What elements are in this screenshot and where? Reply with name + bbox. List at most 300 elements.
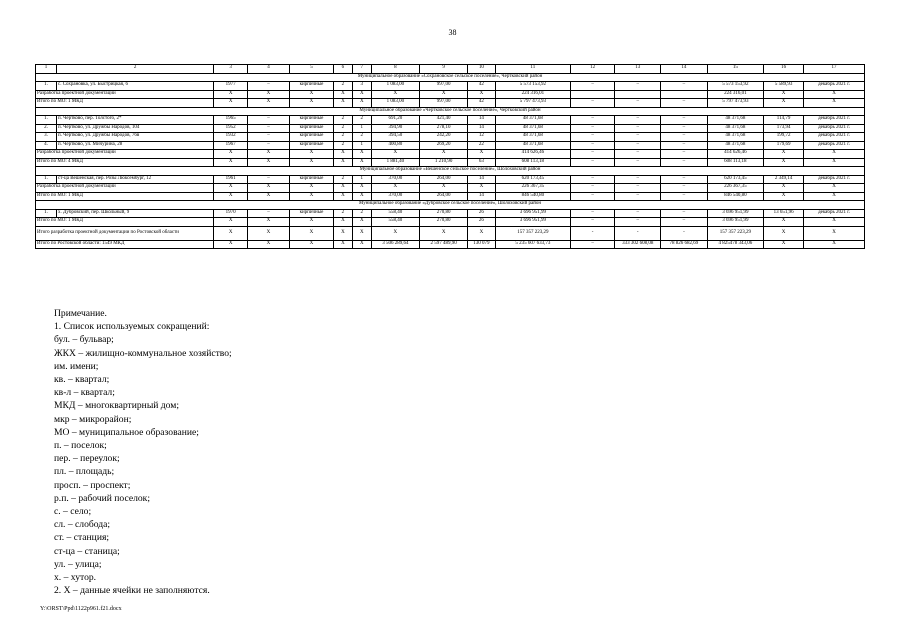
table-cell: – xyxy=(571,209,615,218)
abbreviation-note-line: сл. – слобода; xyxy=(54,519,111,531)
table-cell: 13 651,96 xyxy=(764,209,804,218)
summary-row xyxy=(36,150,865,159)
building-row xyxy=(36,133,865,142)
table-cell xyxy=(571,90,615,99)
table-cell: X xyxy=(333,226,352,240)
program-table-container xyxy=(35,64,865,249)
abbreviation-note-line: просп. – проспект; xyxy=(54,479,131,491)
abbreviation-note-line: 1. Список используемых сокращений: xyxy=(54,321,210,333)
table-cell: 394,50 xyxy=(371,133,419,142)
table-cell: 1. xyxy=(36,116,57,125)
table-cell: X xyxy=(214,158,248,167)
municipality-section-row xyxy=(36,201,865,210)
table-cell: X xyxy=(804,218,865,227)
table-cell: – xyxy=(247,133,289,142)
table-cell: X xyxy=(289,158,333,167)
column-number-cell: 7 xyxy=(352,65,371,74)
summary-row xyxy=(36,90,865,99)
municipality-section-title: Муниципальное образование «Вешенское сельское поселение», Шолоховский район xyxy=(36,167,865,176)
column-number-cell: 1 xyxy=(36,65,57,74)
table-cell: – xyxy=(615,133,661,142)
summary-label-cell: Итого разработка проектной документации по Ростовской области xyxy=(36,226,214,240)
table-cell: 3 696 951,99 xyxy=(707,209,764,218)
table-cell: – xyxy=(247,209,289,218)
table-cell: - xyxy=(615,226,661,240)
table-cell: 264,00 xyxy=(420,175,468,184)
building-address-cell: п. Чертково, ул. Дружбы Народов, 104 xyxy=(56,124,213,133)
abbreviation-note-line: ЖКХ – жилищно-коммунальное хозяйство; xyxy=(54,347,232,359)
table-cell: X xyxy=(420,90,468,99)
table-cell: 48 371,68 xyxy=(495,124,571,133)
table-cell xyxy=(615,90,661,99)
table-cell: X xyxy=(333,99,352,108)
table-cell: 14 xyxy=(468,124,495,133)
summary-label-cell: Разработка проектной документации xyxy=(36,90,214,99)
abbreviation-note-line: пл. – площадь; xyxy=(54,466,115,478)
program-table xyxy=(35,64,865,249)
table-cell: – xyxy=(571,184,615,193)
table-cell: X xyxy=(247,150,289,159)
building-address-cell: п. Чертково, пер. Толстого, 2* xyxy=(56,116,213,125)
table-cell: декабрь 2021 г. xyxy=(804,116,865,125)
column-number-cell: 2 xyxy=(56,65,213,74)
table-cell: – xyxy=(571,175,615,184)
table-cell: декабрь 2021 г. xyxy=(804,124,865,133)
table-cell: 2 xyxy=(333,116,352,125)
table-cell: 3. xyxy=(36,133,57,142)
column-number-cell: 4 xyxy=(247,65,289,74)
table-cell: 5 573 153,92 xyxy=(707,82,764,91)
table-cell: X xyxy=(289,184,333,193)
table-cell: – xyxy=(661,158,707,167)
table-cell: X xyxy=(333,184,352,193)
table-cell: 1952 xyxy=(214,124,248,133)
table-cell: 5 797 473,93 xyxy=(495,99,571,108)
table-cell: X xyxy=(214,218,248,227)
table-cell: – xyxy=(661,209,707,218)
table-cell: 1 xyxy=(352,175,371,184)
table-cell: 1 083,00 xyxy=(371,82,419,91)
table-cell: 558,40 xyxy=(371,209,419,218)
table-cell: X xyxy=(764,158,804,167)
table-cell: 42 xyxy=(468,82,495,91)
table-cell: 1967 xyxy=(214,141,248,150)
table-cell: 3 696 951,99 xyxy=(495,209,571,218)
table-cell: 2 349,14 xyxy=(764,175,804,184)
table-cell: 1970 xyxy=(214,209,248,218)
table-cell: X xyxy=(289,218,333,227)
abbreviation-note-line: мкр – микрорайон; xyxy=(54,413,132,425)
building-row xyxy=(36,141,865,150)
column-number-cell: 9 xyxy=(420,65,468,74)
building-row xyxy=(36,116,865,125)
column-number-cell: 13 xyxy=(615,65,661,74)
building-address-cell: п. Чертково, ул. Дружбы Народов, 76в xyxy=(56,133,213,142)
table-cell: X xyxy=(214,150,248,159)
building-address-cell: ст-ца Вешенская, пер. Розы Люксембург, 12 xyxy=(56,175,213,184)
column-number-cell: 8 xyxy=(371,65,419,74)
table-cell: X xyxy=(247,192,289,201)
table-cell: 400,80 xyxy=(371,141,419,150)
table-column-number-row xyxy=(36,65,865,74)
table-cell: – xyxy=(661,184,707,193)
table-cell: декабрь 2021 г. xyxy=(804,209,865,218)
table-cell: 1961 xyxy=(214,175,248,184)
table-cell: – xyxy=(571,116,615,125)
summary-row xyxy=(36,99,865,108)
table-cell: X xyxy=(764,184,804,193)
table-cell: – xyxy=(615,124,661,133)
table-cell: – xyxy=(661,124,707,133)
table-cell: 5 797 473,93 xyxy=(707,99,764,108)
building-address-cell: с. Сохрановка, ул. Быстрицкая, 6 xyxy=(56,82,213,91)
table-cell: кирпичные xyxy=(289,209,333,218)
table-cell: X xyxy=(247,240,289,249)
abbreviation-note-line: бул. – бульвар; xyxy=(54,334,114,346)
table-cell: 997,00 xyxy=(420,99,468,108)
table-cell: 1. xyxy=(36,209,57,218)
notes-section xyxy=(54,307,232,597)
table-cell: – xyxy=(571,218,615,227)
table-cell: X xyxy=(289,90,333,99)
table-cell: X xyxy=(352,150,371,159)
building-address-cell: п. Чертково, ул. Мичурина, 28 xyxy=(56,141,213,150)
table-cell: 370,00 xyxy=(371,192,419,201)
table-cell: 620 173,45 xyxy=(707,175,764,184)
table-cell: X xyxy=(352,90,371,99)
abbreviation-note-line: пер. – переулок; xyxy=(54,453,120,465)
table-cell: 14 xyxy=(468,175,495,184)
table-cell: X xyxy=(420,150,468,159)
table-cell: 2 xyxy=(333,209,352,218)
table-cell: X xyxy=(468,150,495,159)
summary-row xyxy=(36,240,865,249)
table-cell: 2. xyxy=(36,124,57,133)
notes-title: Примечание. xyxy=(54,308,107,319)
table-cell: – xyxy=(615,99,661,108)
table-cell: X xyxy=(468,90,495,99)
table-cell: X xyxy=(333,192,352,201)
table-cell: – xyxy=(661,175,707,184)
table-cell: 179,69 xyxy=(764,141,804,150)
abbreviation-note-line: им. имени; xyxy=(54,360,99,372)
table-cell: 846 540,80 xyxy=(495,192,571,201)
table-cell: 414 626,46 xyxy=(495,150,571,159)
table-cell: X xyxy=(804,158,865,167)
table-body xyxy=(36,65,865,249)
abbreviation-note-line: МКД – многоквартирный дом; xyxy=(54,400,180,412)
table-cell: 2 xyxy=(333,124,352,133)
column-number-cell: 14 xyxy=(661,65,707,74)
table-cell: 14 xyxy=(468,116,495,125)
table-cell: – xyxy=(615,184,661,193)
table-cell: – xyxy=(615,192,661,201)
table-cell: 3 696 951,99 xyxy=(495,218,571,227)
table-cell: X xyxy=(289,150,333,159)
table-cell: X xyxy=(371,90,419,99)
summary-label-cell: Итого по МО: 1 МКД xyxy=(36,218,214,227)
table-cell: – xyxy=(661,82,707,91)
abbreviation-note-line: п. – поселок; xyxy=(54,440,107,452)
table-cell: X xyxy=(247,158,289,167)
table-cell: 4. xyxy=(36,141,57,150)
abbreviation-note-line: ст-ца – станица; xyxy=(54,545,120,557)
table-cell: 3 506 289,64 xyxy=(371,240,419,249)
table-cell: 270,80 xyxy=(420,209,468,218)
column-number-cell: 6 xyxy=(333,65,352,74)
table-cell: X xyxy=(352,226,371,240)
table-cell: 48 371,68 xyxy=(495,133,571,142)
table-cell: декабрь 2021 г. xyxy=(804,82,865,91)
table-cell: – xyxy=(247,175,289,184)
table-cell: X xyxy=(804,150,865,159)
table-cell: X xyxy=(289,99,333,108)
table-cell: 4 825478 343,06 xyxy=(707,240,764,249)
table-cell: X xyxy=(333,218,352,227)
table-cell: 370,00 xyxy=(371,175,419,184)
abbreviation-note-line: кв-л – квартал; xyxy=(54,387,115,399)
footer-file-path: Y:\ORST\Ppd\1122p961.f21.docx xyxy=(40,606,122,612)
table-cell: 22 xyxy=(468,141,495,150)
table-cell: – xyxy=(247,82,289,91)
table-cell: 26 xyxy=(468,209,495,218)
table-cell: – xyxy=(571,150,615,159)
table-cell: – xyxy=(571,82,615,91)
table-cell: – xyxy=(615,141,661,150)
summary-label-cell: Итого по Ростовской области: 1549 МКД xyxy=(36,240,214,249)
abbreviation-note-line: кв. – квартал; xyxy=(54,374,110,386)
table-cell: X xyxy=(804,184,865,193)
table-cell: - xyxy=(571,226,615,240)
table-cell: 199,72 xyxy=(764,133,804,142)
abbreviation-note-line: х. – хутор. xyxy=(54,572,97,584)
table-cell: – xyxy=(571,240,615,249)
table-cell: X xyxy=(352,192,371,201)
table-cell: – xyxy=(571,124,615,133)
table-cell: X xyxy=(352,240,371,249)
summary-label-cell: Итого по МО: 1 МКД xyxy=(36,99,214,108)
table-cell: 2 xyxy=(352,133,371,142)
table-cell: – xyxy=(615,150,661,159)
table-cell: X xyxy=(764,90,804,99)
table-cell: 2 597 489,90 xyxy=(420,240,468,249)
table-cell: X xyxy=(333,240,352,249)
table-cell: 846 540,80 xyxy=(707,192,764,201)
table-cell: - xyxy=(661,226,707,240)
summary-row xyxy=(36,192,865,201)
table-cell: декабрь 2021 г. xyxy=(804,133,865,142)
table-cell: 173,94 xyxy=(764,124,804,133)
table-cell: X xyxy=(352,158,371,167)
page-number: 38 xyxy=(448,28,457,37)
table-cell: – xyxy=(247,124,289,133)
table-cell: X xyxy=(804,226,865,240)
table-cell: 2 xyxy=(333,175,352,184)
table-cell: 1 xyxy=(352,124,371,133)
table-cell: 2 xyxy=(333,141,352,150)
table-cell: 226 367,35 xyxy=(707,184,764,193)
summary-label-cell: Итого по МО: 1 МКД xyxy=(36,192,214,201)
table-cell: 242,20 xyxy=(420,133,468,142)
table-cell: 63 xyxy=(468,158,495,167)
table-cell: X xyxy=(371,184,419,193)
table-cell: 558,40 xyxy=(371,218,419,227)
table-cell: 5 573 153,92 xyxy=(495,82,571,91)
table-cell: X xyxy=(764,226,804,240)
table-cell: 270,80 xyxy=(420,218,468,227)
table-cell: X xyxy=(420,184,468,193)
table-cell: 224 316,01 xyxy=(707,90,764,99)
table-cell: 12 xyxy=(468,133,495,142)
table-cell: – xyxy=(571,158,615,167)
table-cell: кирпичные xyxy=(289,141,333,150)
table-cell: – xyxy=(661,116,707,125)
table-cell: 269,20 xyxy=(420,141,468,150)
municipality-section-title: Муниципальное образование «Чертковское сельское поселение», Чертковский район xyxy=(36,107,865,116)
column-number-cell: 15 xyxy=(707,65,764,74)
table-cell: 157 357 223,29 xyxy=(707,226,764,240)
table-cell: X xyxy=(214,184,248,193)
table-cell: X xyxy=(352,184,371,193)
table-cell: 14 xyxy=(468,192,495,201)
table-cell: 42 xyxy=(468,99,495,108)
summary-label-cell: Разработка проектной документации xyxy=(36,184,214,193)
table-cell: – xyxy=(661,99,707,108)
table-cell: X xyxy=(764,150,804,159)
table-cell: 1 881,40 xyxy=(371,158,419,167)
table-cell: 2 xyxy=(352,209,371,218)
table-cell: 278,10 xyxy=(420,124,468,133)
table-cell: 1977 xyxy=(214,82,248,91)
table-cell: X xyxy=(289,226,333,240)
table-cell: декабрь 2021 г. xyxy=(804,175,865,184)
table-cell: X xyxy=(333,90,352,99)
summary-row xyxy=(36,218,865,227)
abbreviation-note-line: с. – село; xyxy=(54,506,92,518)
table-cell: X xyxy=(247,218,289,227)
table-cell: 1. xyxy=(36,175,57,184)
table-cell: – xyxy=(661,133,707,142)
table-cell: кирпичные xyxy=(289,133,333,142)
column-number-cell: 10 xyxy=(468,65,495,74)
column-number-cell: 11 xyxy=(495,65,571,74)
table-cell: X xyxy=(371,150,419,159)
table-cell: 48 371,68 xyxy=(495,116,571,125)
table-cell: 264,00 xyxy=(420,192,468,201)
municipality-section-title: Муниципальное образование «Дубровское сельское поселение», Шолоховский район xyxy=(36,201,865,210)
table-cell: – xyxy=(661,150,707,159)
table-cell: кирпичные xyxy=(289,124,333,133)
table-cell: 26 xyxy=(468,218,495,227)
table-cell: X xyxy=(214,90,248,99)
table-cell: 2 xyxy=(333,82,352,91)
table-cell: 226 367,35 xyxy=(495,184,571,193)
table-cell: декабрь 2021 г. xyxy=(804,141,865,150)
table-cell: 48 371,68 xyxy=(707,124,764,133)
table-cell: 5 589,93 xyxy=(764,82,804,91)
table-cell: 224 316,01 xyxy=(495,90,571,99)
column-number-cell: 17 xyxy=(804,65,865,74)
municipality-section-row xyxy=(36,167,865,176)
table-cell: 48 371,68 xyxy=(707,141,764,150)
table-cell: 620 173,45 xyxy=(495,175,571,184)
table-cell: X xyxy=(289,240,333,249)
municipality-section-title: Муниципальное образование «Сохрановское сельское поселение», Чертковский район xyxy=(36,73,865,82)
table-cell: X xyxy=(214,226,248,240)
summary-row xyxy=(36,226,865,240)
table-cell: X xyxy=(247,90,289,99)
column-number-cell: 16 xyxy=(764,65,804,74)
table-cell: кирпичные xyxy=(289,175,333,184)
table-cell: X xyxy=(804,90,865,99)
summary-label-cell: Разработка проектной документации xyxy=(36,150,214,159)
table-cell: 3 696 951,99 xyxy=(707,218,764,227)
table-cell: кирпичные xyxy=(289,116,333,125)
table-cell: 608 113,18 xyxy=(495,158,571,167)
notes-lines xyxy=(54,320,232,597)
table-cell: 1965 xyxy=(214,116,248,125)
table-cell: 608 113,18 xyxy=(707,158,764,167)
table-cell: – xyxy=(247,141,289,150)
table-cell: – xyxy=(615,116,661,125)
abbreviation-note-line: ул. – улица; xyxy=(54,558,102,570)
table-cell: X xyxy=(352,99,371,108)
building-row xyxy=(36,175,865,184)
table-cell: X xyxy=(333,158,352,167)
table-cell: кирпичные xyxy=(289,82,333,91)
table-cell xyxy=(661,90,707,99)
table-cell: 130 079 xyxy=(468,240,495,249)
summary-label-cell: Итого по МО: 4 МКД xyxy=(36,158,214,167)
table-cell: – xyxy=(661,141,707,150)
table-cell: 414 626,46 xyxy=(707,150,764,159)
table-cell: X xyxy=(764,192,804,201)
table-cell: 394,90 xyxy=(371,124,419,133)
table-cell: X xyxy=(352,218,371,227)
table-cell: 1 210,90 xyxy=(420,158,468,167)
table-cell: 157 357 223,29 xyxy=(495,226,571,240)
table-cell: X xyxy=(333,150,352,159)
table-cell: – xyxy=(571,192,615,201)
abbreviation-note-line: МО – муниципальное образование; xyxy=(54,426,199,438)
building-address-cell: х. Дубровский, пер. Школьный, 9 xyxy=(56,209,213,218)
abbreviation-note-line: р.п. – рабочий поселок; xyxy=(54,492,151,504)
abbreviation-note-line: 2. X – данные ячейки не заполняются. xyxy=(54,585,210,597)
table-cell: 114,79 xyxy=(764,116,804,125)
table-cell: 421,40 xyxy=(420,116,468,125)
table-cell: – xyxy=(571,141,615,150)
table-cell: X xyxy=(468,184,495,193)
table-cell: – xyxy=(615,218,661,227)
column-number-cell: 5 xyxy=(289,65,333,74)
table-cell: X xyxy=(289,192,333,201)
table-cell: – xyxy=(247,116,289,125)
table-cell: X xyxy=(214,240,248,249)
table-cell: 48 371,68 xyxy=(707,133,764,142)
table-cell: X xyxy=(804,192,865,201)
table-cell: X xyxy=(764,99,804,108)
abbreviation-note-line: ст. – станция; xyxy=(54,532,110,544)
table-cell: 2 xyxy=(333,133,352,142)
building-row xyxy=(36,209,865,218)
table-cell: 2 xyxy=(352,116,371,125)
building-row xyxy=(36,82,865,91)
table-cell: X xyxy=(468,226,495,240)
table-cell: – xyxy=(661,192,707,201)
table-cell: 78 826 682,69 xyxy=(661,240,707,249)
table-cell: X xyxy=(247,226,289,240)
table-cell: X xyxy=(247,184,289,193)
